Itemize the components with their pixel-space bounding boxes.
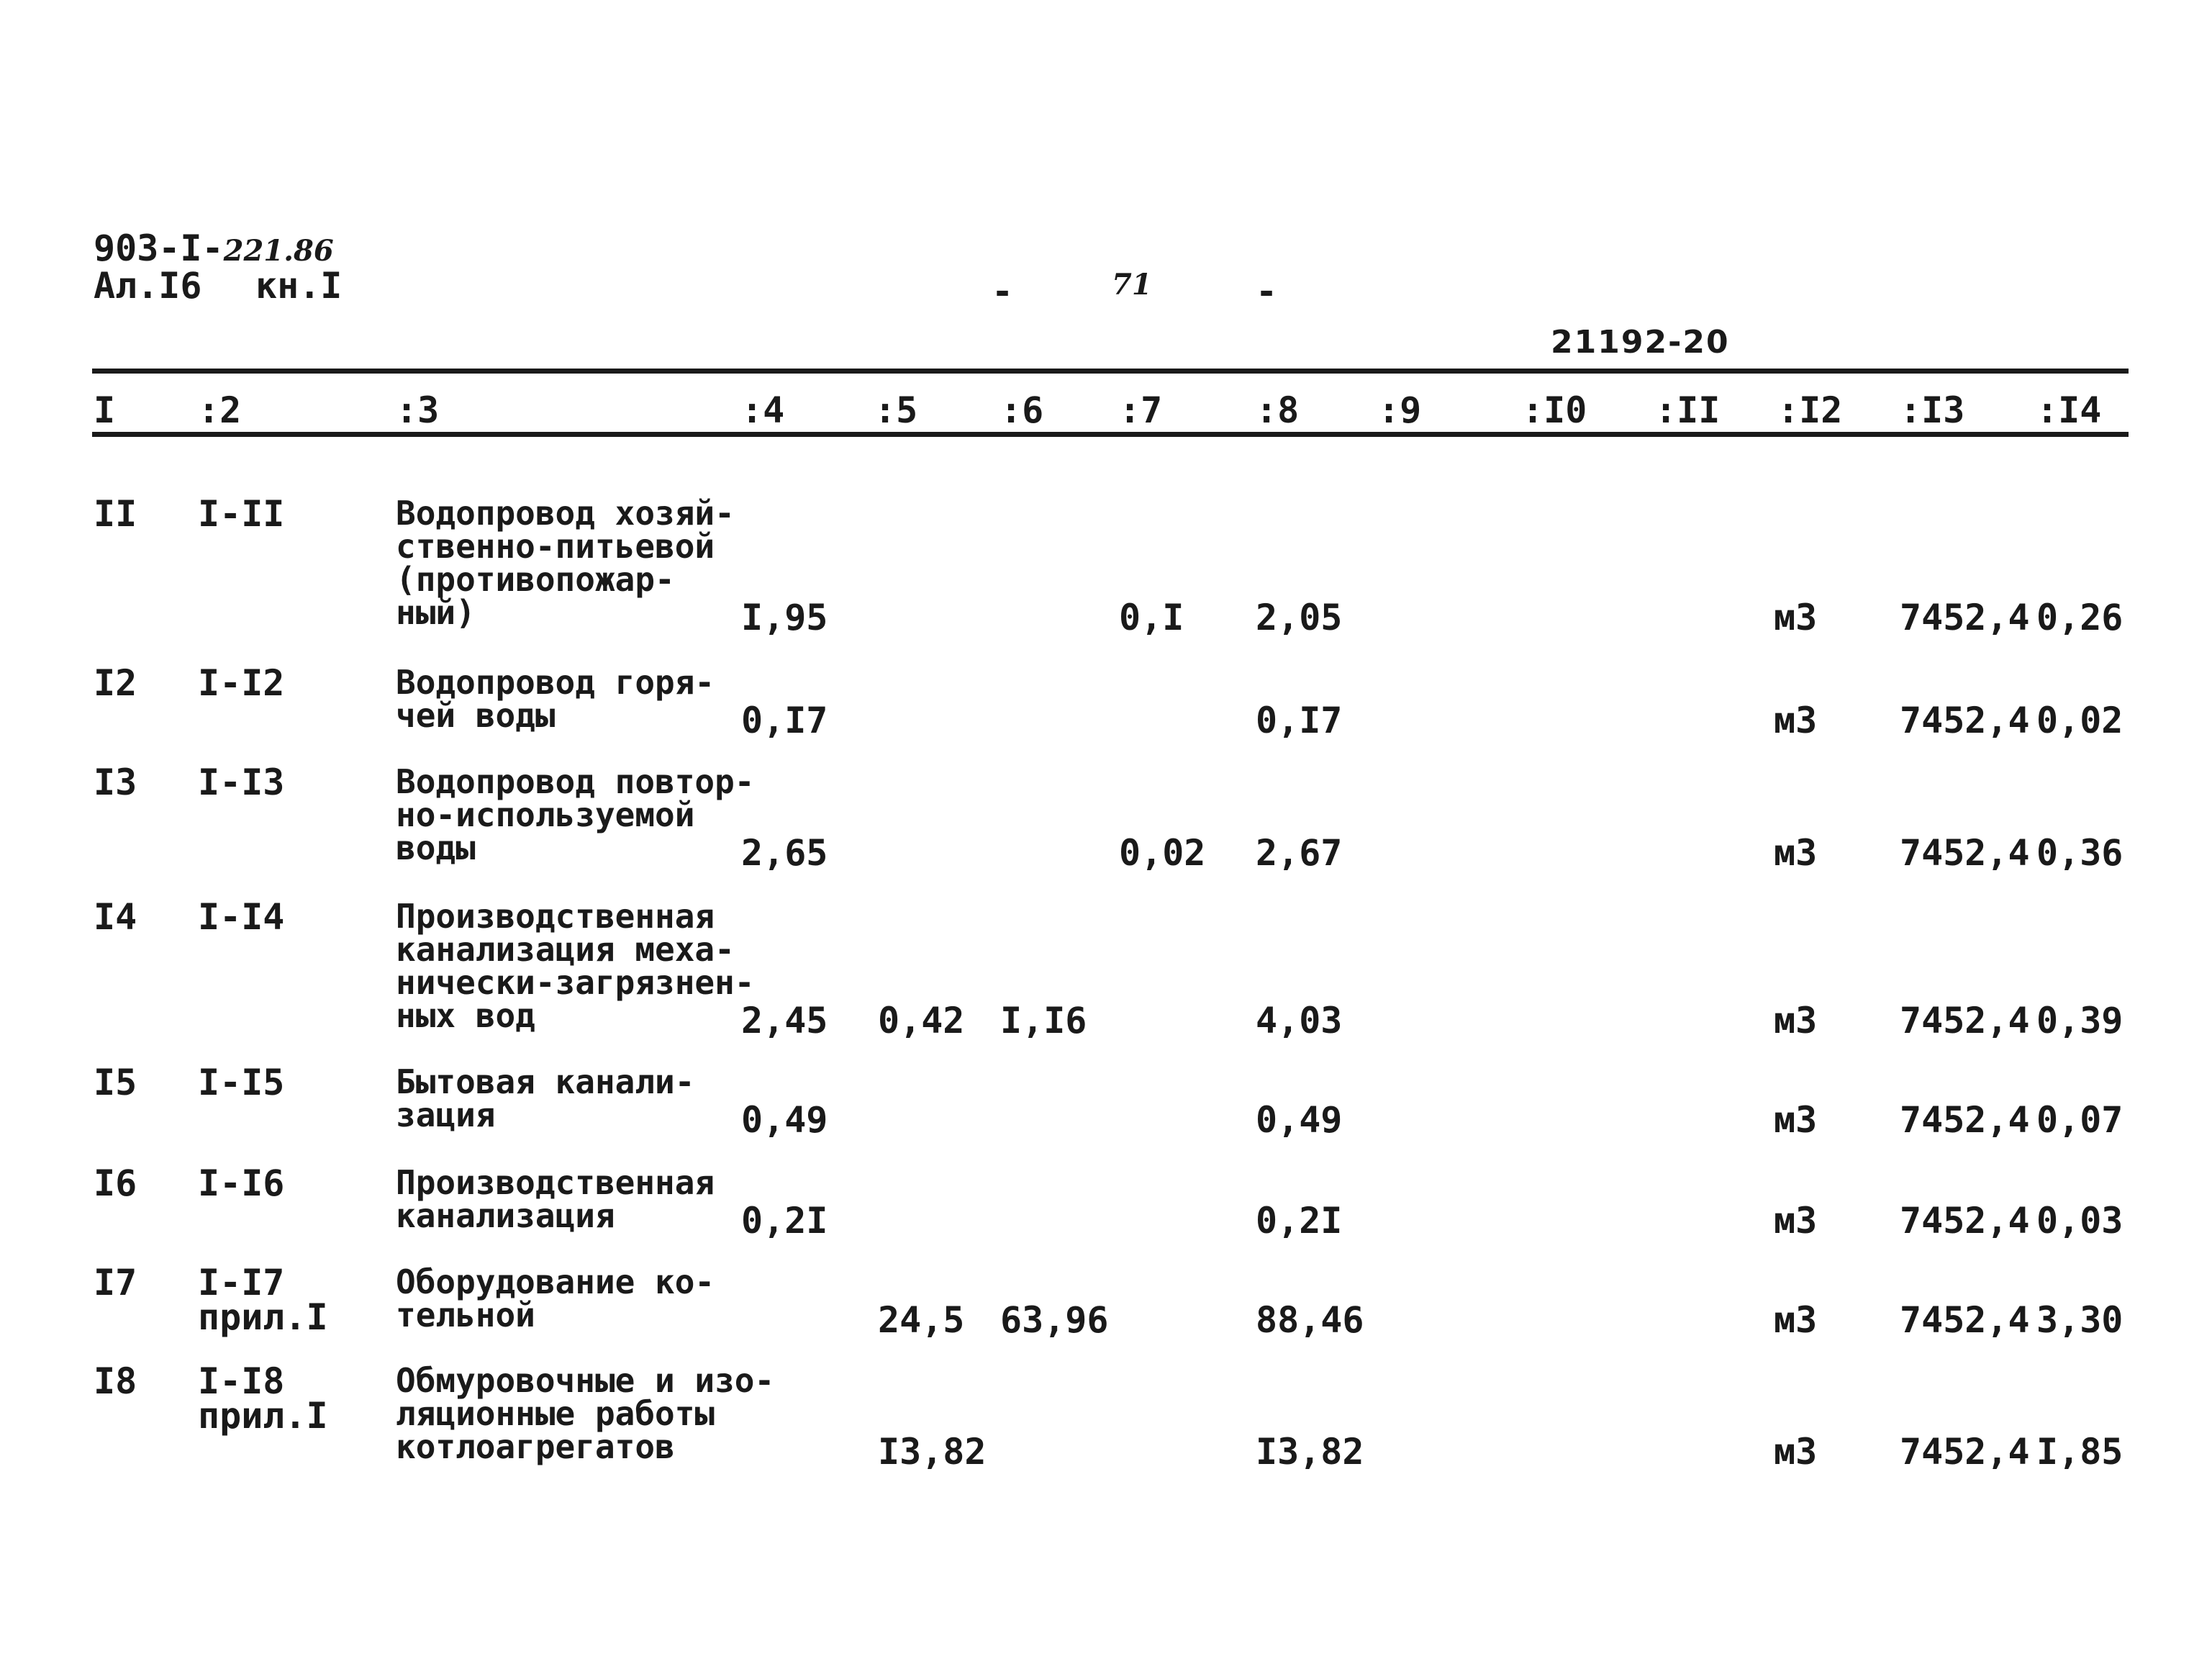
cell-col-3: Водопровод горя- чей воды xyxy=(396,663,715,735)
cell-col-4: I,95 xyxy=(741,597,828,638)
cell-col-12: м3 xyxy=(1774,597,1818,638)
column-header-5: :5 xyxy=(874,389,918,431)
cell-col-12: м3 xyxy=(1774,1431,1818,1473)
cell-col-3: Бытовая канали- зация xyxy=(396,1062,695,1134)
cell-col-13: 7452,4 xyxy=(1900,597,2030,638)
column-header-13: :I3 xyxy=(1900,389,1965,431)
cell-col-2: I-I4 xyxy=(198,896,285,938)
cell-col-3: Водопровод повтор- но-используемой воды xyxy=(396,762,755,867)
column-header-12: :I2 xyxy=(1777,389,1843,431)
cell-col-4: 0,49 xyxy=(741,1099,828,1141)
cell-col-4: 0,I7 xyxy=(741,700,828,741)
cell-col-12: м3 xyxy=(1774,700,1818,741)
cell-col-5: 24,5 xyxy=(878,1299,965,1341)
cell-col-8: 0,2I xyxy=(1256,1200,1343,1242)
cell-col-6: 63,96 xyxy=(1000,1299,1109,1341)
cell-col-3: Водопровод хозяй- ственно-питьевой (противопожар- ный) xyxy=(396,494,735,632)
header-top-rule xyxy=(92,369,2129,374)
cell-col-1: I4 xyxy=(94,896,137,938)
cell-col-12: м3 xyxy=(1774,832,1818,874)
cell-col-4: 2,45 xyxy=(741,1000,828,1041)
column-header-1: I xyxy=(94,389,116,431)
book-label: кн.I xyxy=(255,265,343,307)
cell-col-1: I8 xyxy=(94,1360,137,1402)
cell-col-1: I6 xyxy=(94,1162,137,1204)
cell-col-2: I-I6 xyxy=(198,1162,285,1204)
cell-col-14: 3,30 xyxy=(2036,1299,2123,1341)
cell-col-14: 0,07 xyxy=(2036,1099,2123,1141)
cell-col-14: I,85 xyxy=(2036,1431,2123,1473)
cell-col-1: I5 xyxy=(94,1062,137,1103)
cell-col-1: I7 xyxy=(94,1262,137,1303)
album-label: Ал.I6 xyxy=(94,265,202,307)
cell-col-2: I-I2 xyxy=(198,662,285,704)
cell-col-5: 0,42 xyxy=(878,1000,965,1041)
cell-col-8: 0,49 xyxy=(1256,1099,1343,1141)
cell-col-6: I,I6 xyxy=(1000,1000,1087,1041)
cell-col-14: 0,39 xyxy=(2036,1000,2123,1041)
cell-col-3: Обмуровочные и изо- ляционные работы котлоагрегатов xyxy=(396,1361,775,1466)
cell-col-7: 0,02 xyxy=(1119,832,1206,874)
column-header-2: :2 xyxy=(198,389,242,431)
document-code xyxy=(94,227,334,269)
cell-col-1: II xyxy=(94,493,137,535)
cell-col-14: 0,03 xyxy=(2036,1200,2123,1242)
cell-col-14: 0,02 xyxy=(2036,700,2123,741)
cell-col-12: м3 xyxy=(1774,1099,1818,1141)
cell-col-2: I-I7 прил.I xyxy=(198,1262,328,1338)
page-dash-right: - xyxy=(1256,271,1278,312)
document-code-handwritten: 221.86 xyxy=(223,234,334,268)
cell-col-12: м3 xyxy=(1774,1200,1818,1242)
cell-col-13: 7452,4 xyxy=(1900,1000,2030,1041)
cell-col-3: Оборудование ко- тельной xyxy=(396,1262,715,1334)
cell-col-2: I-I3 xyxy=(198,762,285,803)
cell-col-8: I3,82 xyxy=(1256,1431,1364,1473)
cell-col-2: I-I5 xyxy=(198,1062,285,1103)
cell-col-13: 7452,4 xyxy=(1900,1099,2030,1141)
cell-col-1: I3 xyxy=(94,762,137,803)
column-header-3: :3 xyxy=(396,389,440,431)
cell-col-14: 0,26 xyxy=(2036,597,2123,638)
cell-col-13: 7452,4 xyxy=(1900,1431,2030,1473)
cell-col-8: 2,67 xyxy=(1256,832,1343,874)
column-header-7: :7 xyxy=(1119,389,1163,431)
column-header-4: :4 xyxy=(741,389,785,431)
cell-col-7: 0,I xyxy=(1119,597,1184,638)
cell-col-8: 88,46 xyxy=(1256,1299,1364,1341)
cell-col-8: 4,03 xyxy=(1256,1000,1343,1041)
header-bottom-rule xyxy=(92,432,2129,437)
cell-col-2: I-II xyxy=(198,493,285,535)
column-header-9: :9 xyxy=(1378,389,1422,431)
cell-col-4: 0,2I xyxy=(741,1200,828,1242)
column-header-6: :6 xyxy=(1000,389,1044,431)
cell-col-5: I3,82 xyxy=(878,1431,987,1473)
cell-col-12: м3 xyxy=(1774,1299,1818,1341)
cell-col-8: 0,I7 xyxy=(1256,700,1343,741)
cell-col-13: 7452,4 xyxy=(1900,832,2030,874)
column-header-11: :II xyxy=(1655,389,1721,431)
cell-col-13: 7452,4 xyxy=(1900,1299,2030,1341)
column-header-14: :I4 xyxy=(2036,389,2102,431)
cell-col-4: 2,65 xyxy=(741,832,828,874)
cell-col-1: I2 xyxy=(94,662,137,704)
cell-col-2: I-I8 прил.I xyxy=(198,1360,328,1437)
inventory-stamp: 21192-20 xyxy=(1551,324,1730,361)
cell-col-14: 0,36 xyxy=(2036,832,2123,874)
cell-col-13: 7452,4 xyxy=(1900,1200,2030,1242)
page-dash-left: - xyxy=(992,271,1014,312)
column-header-8: :8 xyxy=(1256,389,1300,431)
cell-col-3: Производственная канализация меха- нически-загрязнен- ных вод xyxy=(396,897,755,1035)
page-number: 71 xyxy=(1112,268,1152,302)
column-header-10: :I0 xyxy=(1522,389,1587,431)
cell-col-12: м3 xyxy=(1774,1000,1818,1041)
document-code-prefix: 903-I- xyxy=(94,227,224,269)
cell-col-13: 7452,4 xyxy=(1900,700,2030,741)
cell-col-3: Производственная канализация xyxy=(396,1163,715,1235)
cell-col-8: 2,05 xyxy=(1256,597,1343,638)
